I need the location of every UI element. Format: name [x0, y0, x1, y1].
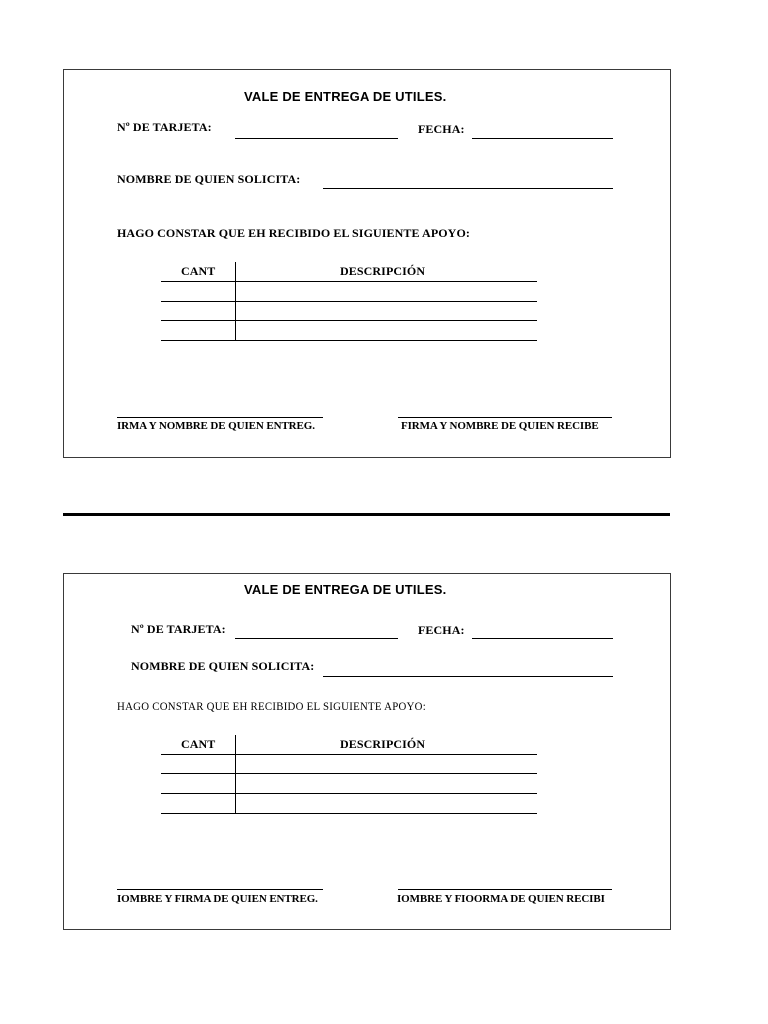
- card-number-label: Nº DE TARJETA:: [131, 622, 226, 636]
- receipt-statement: HAGO CONSTAR QUE EH RECIBIDO EL SIGUIENTE APOYO:: [117, 699, 426, 713]
- card-number-field[interactable]: [235, 138, 398, 139]
- column-header-cant: CANT: [181, 264, 216, 278]
- requester-name-field[interactable]: [323, 676, 613, 677]
- card-number-field[interactable]: [235, 638, 398, 639]
- signature-line-receives[interactable]: [398, 889, 612, 890]
- signature-label-delivers: IRMA Y NOMBRE DE QUIEN ENTREG.: [117, 420, 315, 432]
- form-title: VALE DE ENTREGA DE UTILES.: [244, 582, 447, 597]
- date-field[interactable]: [472, 638, 613, 639]
- table-row[interactable]: [161, 301, 537, 302]
- requester-name-label: NOMBRE DE QUIEN SOLICITA:: [117, 172, 301, 186]
- table-column-divider: [235, 735, 236, 813]
- table-row[interactable]: [161, 793, 537, 794]
- column-header-cant: CANT: [181, 737, 216, 751]
- date-label: FECHA:: [418, 623, 465, 637]
- table-row[interactable]: [161, 340, 537, 341]
- cut-separator-line: [63, 513, 670, 516]
- signature-line-receives[interactable]: [398, 417, 612, 418]
- table-header-rule: [161, 281, 537, 282]
- date-field[interactable]: [472, 138, 613, 139]
- receipt-statement: HAGO CONSTAR QUE EH RECIBIDO EL SIGUIENTE APOYO:: [117, 226, 470, 240]
- card-number-label: Nº DE TARJETA:: [117, 120, 212, 134]
- table-header-rule: [161, 754, 537, 755]
- date-label: FECHA:: [418, 122, 465, 136]
- requester-name-label: NOMBRE DE QUIEN SOLICITA:: [131, 659, 315, 673]
- signature-line-delivers[interactable]: [117, 417, 323, 418]
- requester-name-field[interactable]: [323, 188, 613, 189]
- table-row[interactable]: [161, 320, 537, 321]
- column-header-descripcion: DESCRIPCIÓN: [340, 264, 426, 278]
- signature-line-delivers[interactable]: [117, 889, 323, 890]
- table-row[interactable]: [161, 813, 537, 814]
- table-row[interactable]: [161, 773, 537, 774]
- signature-label-receives: IOMBRE Y FIOORMA DE QUIEN RECIBI: [397, 893, 605, 905]
- signature-label-delivers: IOMBRE Y FIRMA DE QUIEN ENTREG.: [117, 893, 318, 905]
- column-header-descripcion: DESCRIPCIÓN: [340, 737, 426, 751]
- signature-label-receives: FIRMA Y NOMBRE DE QUIEN RECIBE: [401, 420, 599, 432]
- form-title: VALE DE ENTREGA DE UTILES.: [244, 89, 447, 104]
